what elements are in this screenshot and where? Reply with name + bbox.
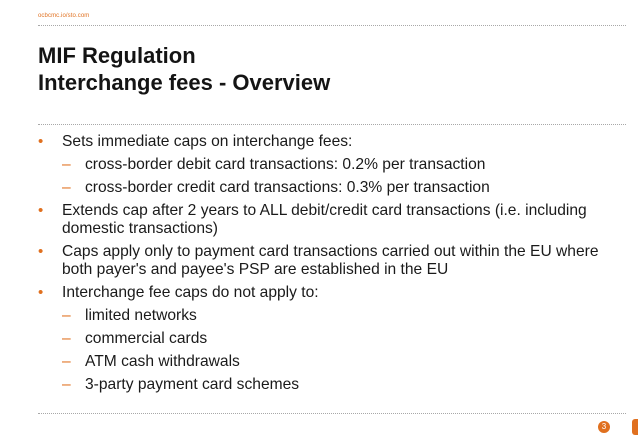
- sub-item: [38, 330, 623, 348]
- sub-item-text: cross-border credit card transactions: 0.3% per transaction: [85, 179, 490, 196]
- sub-item-text: limited networks: [85, 307, 197, 324]
- bullet-item: [38, 202, 623, 238]
- bullet-text: Caps apply only to payment card transactions carried out within the EU where both payer's and payee's PSP are established in the EU: [62, 243, 599, 278]
- page-number-badge: 3: [598, 421, 610, 433]
- top-divider: [38, 25, 626, 26]
- bullet-marker: •: [38, 243, 44, 260]
- bullet-item: [38, 243, 623, 279]
- sub-item-text: commercial cards: [85, 330, 208, 347]
- bullet-text: Sets immediate caps on interchange fees:: [62, 133, 353, 150]
- bullet-marker: •: [38, 133, 44, 150]
- dash-marker: –: [62, 179, 71, 196]
- bullet-text: Interchange fee caps do not apply to:: [62, 284, 319, 301]
- edge-tab-decoration: [632, 419, 638, 435]
- bullet-item: [38, 133, 623, 151]
- bullet-text: Extends cap after 2 years to ALL debit/credit card transactions (i.e. including domestic transactions): [62, 202, 587, 237]
- title-line-1: MIF Regulation: [38, 43, 196, 68]
- dash-marker: –: [62, 156, 71, 173]
- title-line-2: Interchange fees - Overview: [38, 70, 331, 95]
- title-divider: [38, 124, 626, 125]
- sub-item: [38, 179, 623, 197]
- dash-marker: –: [62, 376, 71, 393]
- sub-item: [38, 156, 623, 174]
- dash-marker: –: [62, 307, 71, 324]
- sub-item-text: cross-border debit card transactions: 0.2% per transaction: [85, 156, 486, 173]
- bullet-marker: •: [38, 202, 44, 219]
- sub-item-text: ATM cash withdrawals: [85, 353, 240, 370]
- brand-label: ocbcmc.io/sto.com: [38, 13, 90, 19]
- bullet-item: [38, 284, 623, 302]
- sub-item: [38, 353, 623, 371]
- dash-marker: –: [62, 353, 71, 370]
- bullet-marker: •: [38, 284, 44, 301]
- footer-divider: [38, 413, 626, 414]
- dash-marker: –: [62, 330, 71, 347]
- sub-item: [38, 376, 623, 394]
- slide-title: [38, 42, 330, 96]
- sub-item-text: 3-party payment card schemes: [85, 376, 300, 393]
- bullet-list: [38, 133, 623, 399]
- sub-item: [38, 307, 623, 325]
